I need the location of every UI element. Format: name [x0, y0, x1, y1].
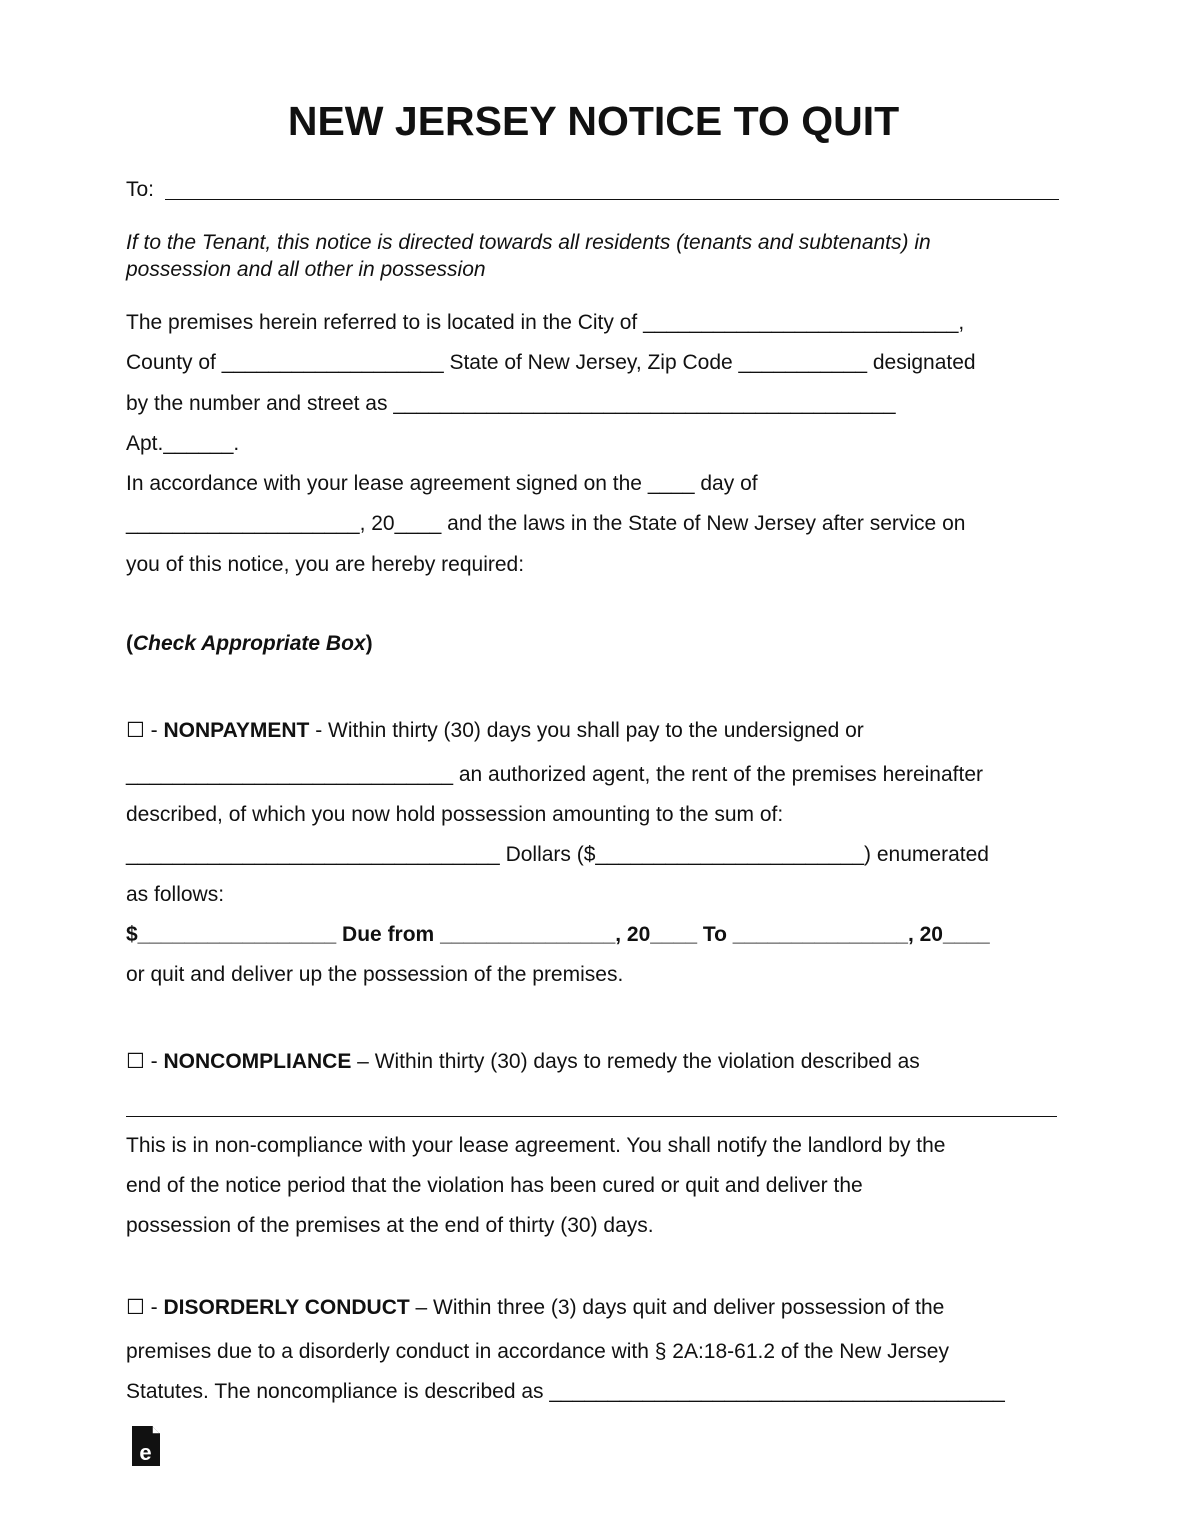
- eforms-logo-icon: [130, 1424, 162, 1468]
- premises-line-6: ____________________, 20____ and the laws in the State of New Jersey after service on: [126, 512, 966, 535]
- intro-line-1: If to the Tenant, this notice is directed towards all residents (tenants and subtenants) in: [126, 231, 931, 254]
- noncompliance-line-4: end of the notice period that the violation has been cured or quit and deliver the: [126, 1174, 863, 1197]
- noncompliance-label: NONCOMPLIANCE: [163, 1050, 352, 1073]
- nonpayment-line-3: described, of which you now hold possession amounting to the sum of:: [126, 803, 784, 826]
- nonpayment-line-4: ________________________________ Dollars ($_______________________) enumerated: [126, 843, 989, 866]
- check-box-instruction: (Check Appropriate Box): [126, 632, 373, 655]
- premises-line-2: County of ___________________ State of New Jersey, Zip Code ___________ designated: [126, 351, 976, 374]
- violation-description-field[interactable]: [126, 1116, 1057, 1117]
- nonpayment-line-7: or quit and deliver up the possession of the premises.: [126, 963, 624, 986]
- disorderly-line-2: premises due to a disorderly conduct in accordance with § 2A:18-61.2 of the New Jersey: [126, 1340, 949, 1363]
- svg-text:e: e: [139, 1440, 152, 1465]
- document-title: NEW JERSEY NOTICE TO QUIT: [287, 98, 900, 144]
- intro-line-2: possession and all other in possession: [126, 258, 486, 281]
- premises-line-4: Apt.______.: [126, 432, 240, 455]
- nonpayment-label: NONPAYMENT: [163, 719, 310, 742]
- noncompliance-line-5: possession of the premises at the end of thirty (30) days.: [126, 1214, 654, 1237]
- premises-line-1: The premises herein referred to is located in the City of ___________________________,: [126, 311, 965, 334]
- disorderly-line-3: Statutes. The noncompliance is described as _______________________________________: [126, 1380, 1005, 1403]
- to-field[interactable]: [165, 199, 1059, 200]
- disorderly-label: DISORDERLY CONDUCT: [163, 1296, 410, 1319]
- noncompliance-line-3: This is in non-compliance with your lease agreement. You shall notify the landlord by the: [126, 1134, 946, 1157]
- premises-line-5: In accordance with your lease agreement signed on the ____ day of: [126, 472, 758, 495]
- to-label: To:: [126, 178, 155, 201]
- nonpayment-option[interactable]: ☐ - NONPAYMENT - Within thirty (30) days you shall pay to the undersigned or: [126, 719, 864, 742]
- nonpayment-line-2: ____________________________ an authorized agent, the rent of the premises hereinafter: [126, 763, 984, 786]
- disorderly-checkbox[interactable]: ☐ -: [126, 1296, 164, 1319]
- nonpayment-checkbox[interactable]: ☐ -: [126, 719, 164, 742]
- premises-line-7: you of this notice, you are hereby required:: [126, 553, 525, 576]
- disorderly-option[interactable]: ☐ - DISORDERLY CONDUCT – Within three (3) days quit and deliver possession of the: [126, 1296, 945, 1319]
- nonpayment-line-6: $_________________ Due from _______________, 20____ To _______________, 20____: [126, 923, 990, 946]
- noncompliance-option[interactable]: ☐ - NONCOMPLIANCE – Within thirty (30) days to remedy the violation described as: [126, 1050, 920, 1073]
- noncompliance-checkbox[interactable]: ☐ -: [126, 1050, 164, 1073]
- nonpayment-line-5: as follows:: [126, 883, 225, 906]
- premises-line-3: by the number and street as ___________________________________________: [126, 392, 896, 415]
